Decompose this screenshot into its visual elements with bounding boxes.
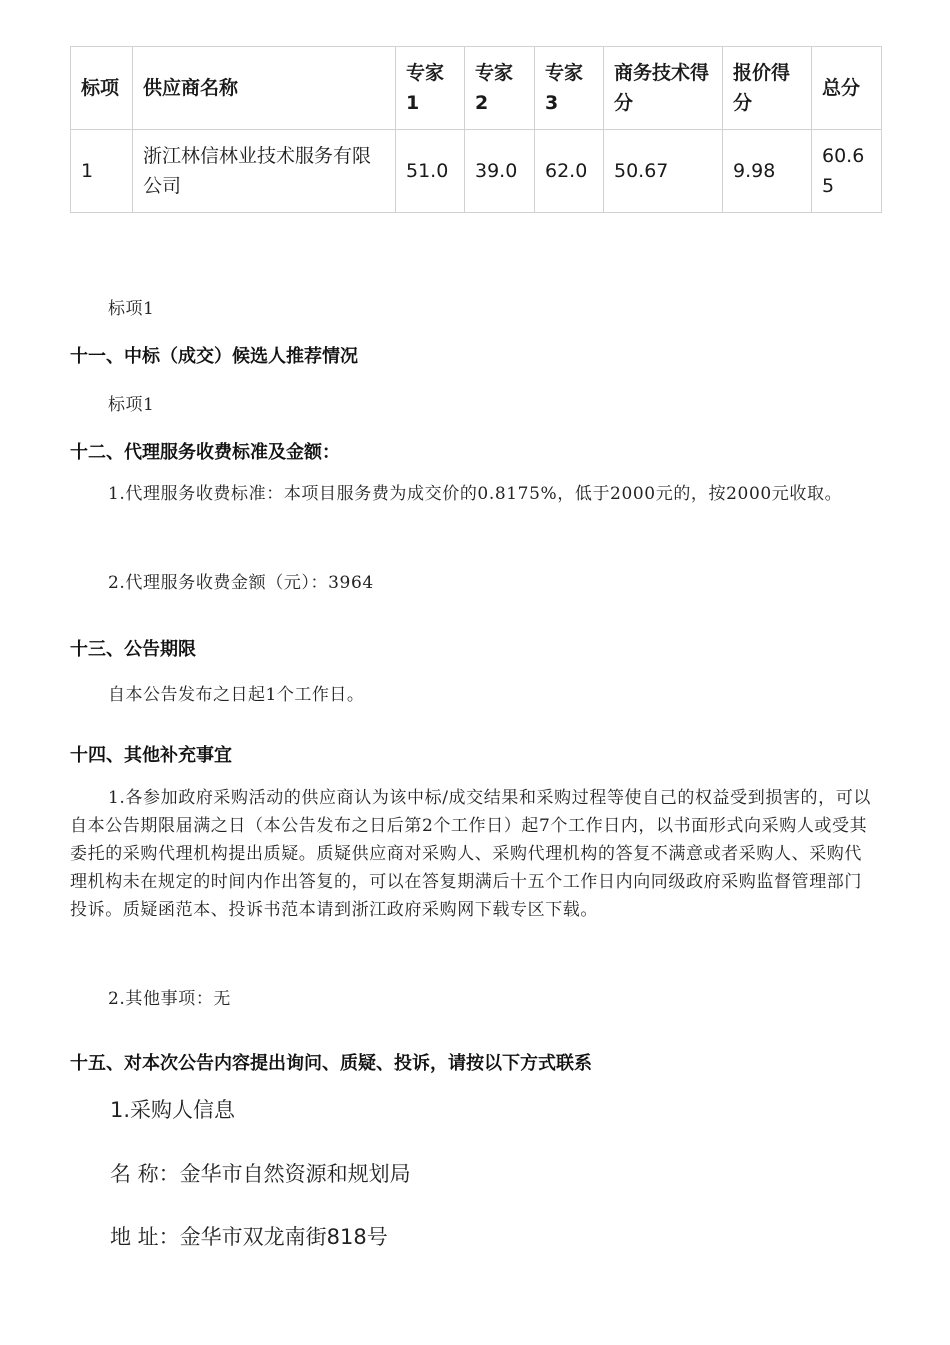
header-price-score: 报价得分 (723, 47, 812, 130)
section-13-text: 自本公告发布之日起1个工作日。 (108, 685, 365, 705)
header-business-tech-score: 商务技术得分 (604, 47, 723, 130)
section-15-heading: 十五、对本次公告内容提出询问、质疑、投诉，请按以下方式联系 (70, 1053, 592, 1074)
cell-expert-1: 51.0 (396, 130, 465, 213)
score-table (70, 46, 882, 213)
table-header-row (71, 47, 882, 130)
section-12-heading: 十二、代理服务收费标准及金额： (70, 442, 340, 463)
header-expert-1: 专家1 (396, 47, 465, 130)
section-11-heading: 十一、中标（成交）候选人推荐情况 (70, 346, 358, 367)
lot-label: 标项1 (108, 299, 155, 319)
header-expert-3: 专家3 (535, 47, 604, 130)
section-14-heading: 十四、其他补充事宜 (70, 745, 232, 766)
section-14-complaint-text: 1.各参加政府采购活动的供应商认为该中标/成交结果和采购过程等使自己的权益受到损害的，可以自本公告期限届满之日（本公告发布之日后第2个工作日）起7个工作日内，以书面形式向采购人或受其委托的采购代理机构提出质疑。质疑供应商对采购人、采购代理机构的答复不满意或者采购人、采购代理机构未在规定的时间内作出答复的，可以在答复期满后十五个工作日内向同级政府采购监督管理部门投诉。质疑函范本、投诉书范本请到浙江政府采购网下载专区下载。 (70, 788, 871, 920)
section-12-fee-amount: 2.代理服务收费金额（元）：3964 (108, 573, 374, 593)
header-total-score: 总分 (812, 47, 882, 130)
cell-lot: 1 (71, 130, 133, 213)
purchaser-info-title: 1.采购人信息 (110, 1098, 236, 1122)
header-expert-2: 专家2 (465, 47, 535, 130)
header-supplier: 供应商名称 (133, 47, 396, 130)
purchaser-address: 地 址：金华市双龙南街818号 (110, 1225, 388, 1249)
cell-expert-2: 39.0 (465, 130, 535, 213)
cell-supplier: 浙江林信林业技术服务有限公司 (133, 130, 396, 213)
cell-expert-3: 62.0 (535, 130, 604, 213)
purchaser-name: 名 称：金华市自然资源和规划局 (110, 1162, 411, 1186)
header-lot: 标项 (71, 47, 133, 130)
cell-price-score: 9.98 (723, 130, 812, 213)
section-13-heading: 十三、公告期限 (70, 639, 196, 660)
cell-total-score: 60.65 (812, 130, 882, 213)
section-12-fee-standard: 1.代理服务收费标准：本项目服务费为成交价的0.8175%，低于2000元的，按2000元收取。 (108, 484, 843, 504)
section-11-lot: 标项1 (108, 395, 155, 415)
section-14-other-matters: 2.其他事项：无 (108, 989, 232, 1009)
cell-business-tech-score: 50.67 (604, 130, 723, 213)
table-row (71, 130, 882, 213)
